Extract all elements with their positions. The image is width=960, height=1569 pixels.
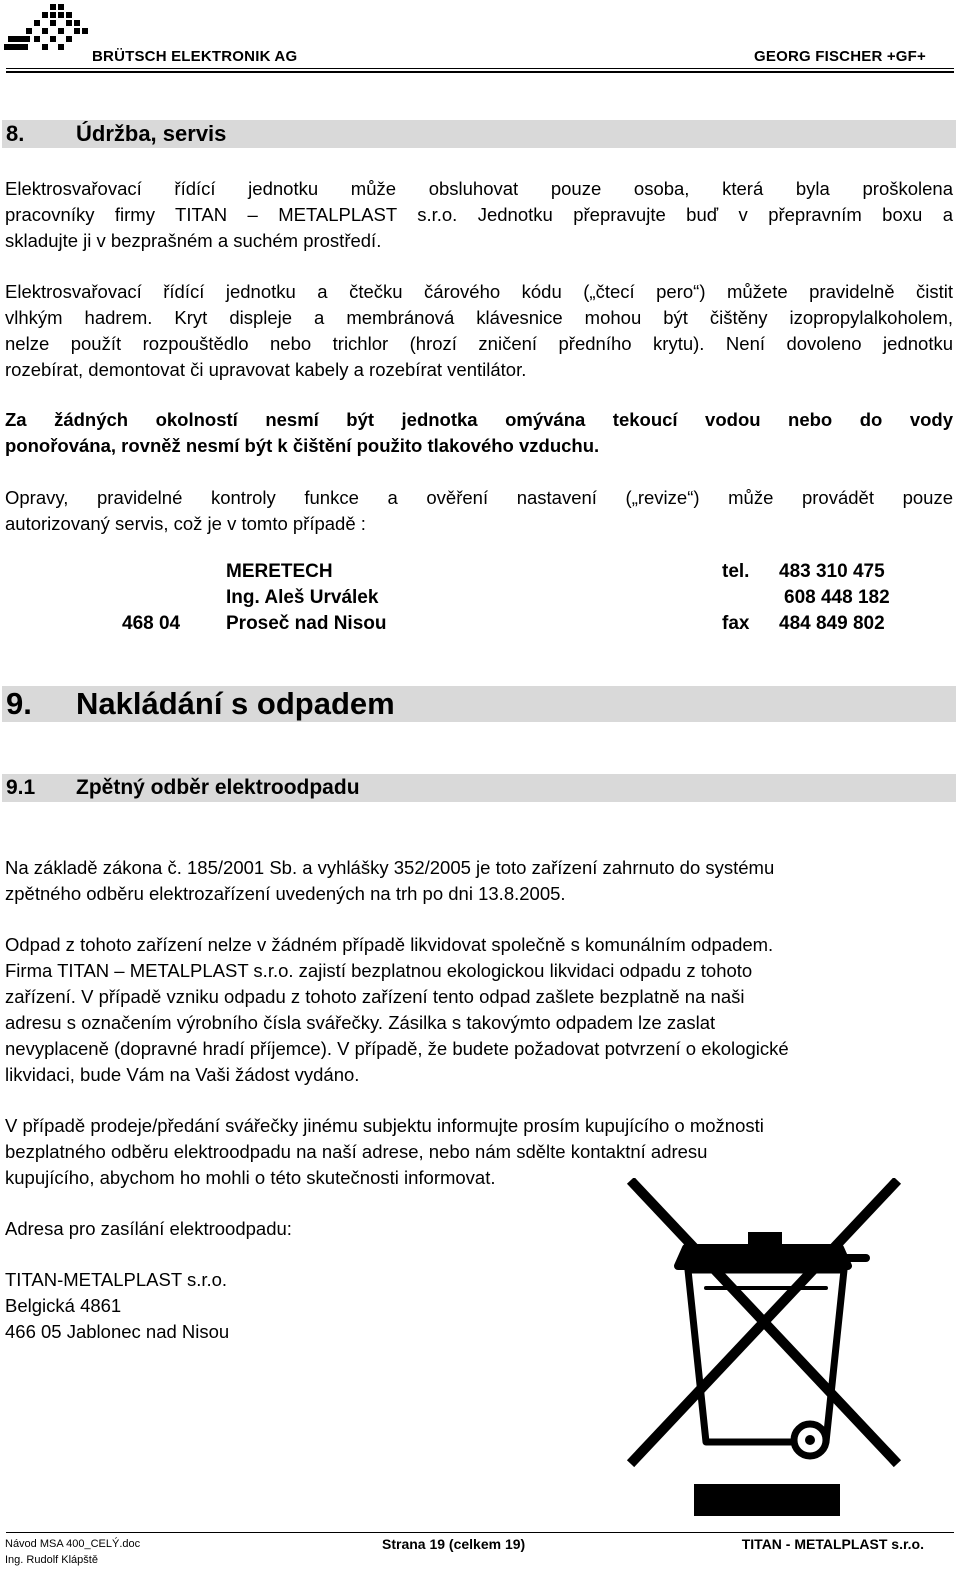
text-line: Elektrosvařovací řídící jednotku a čtečku čárového kódu („čtecí pero“) můžete pravidelně čistit: [5, 281, 953, 302]
text-line: autorizovaný servis, což je v tomto případě :: [5, 513, 366, 534]
footer-doc-name: Návod MSA 400_CELÝ.doc: [5, 1538, 141, 1550]
section-title: Zpětný odběr elektroodpadu: [76, 776, 360, 799]
text-line: kupujícího, abychom ho mohli o této skutečnosti informovat.: [5, 1167, 496, 1188]
footer-company: TITAN - METALPLAST s.r.o.: [741, 1536, 924, 1552]
contact-fax-label: fax: [722, 613, 750, 634]
footer-author: Ing. Rudolf Klápště: [5, 1554, 98, 1566]
text-line: V případě prodeje/předání svářečky jinému subjektu informujte prosím kupujícího o možnosti: [5, 1115, 764, 1136]
text-line: Opravy, pravidelné kontroly funkce a ověření nastavení („revize“) může provádět pouze: [5, 487, 953, 508]
address-label: Adresa pro zasílání elektroodpadu:: [5, 1218, 292, 1239]
text-line: bezplatného odběru elektroodpadu na naší adrese, nebo nám sdělte kontaktní adresu: [5, 1141, 708, 1162]
paragraph-cleaning: [5, 279, 953, 383]
text-line: zařízení. V případě vzniku odpadu z tohoto zařízení tento odpad zašlete bezplatně na naši: [5, 986, 745, 1007]
contact-mobile: 608 448 182: [784, 587, 890, 608]
header-rule: [6, 68, 954, 69]
text-line: Za žádných okolností nesmí být jednotka omývána tekoucí vodou nebo do vody: [5, 409, 953, 430]
section-title: Nakládání s odpadem: [76, 686, 395, 721]
text-line: skladujte ji v bezprašném a suchém prostředí.: [5, 230, 382, 251]
address-line: Belgická 4861: [5, 1295, 122, 1316]
text-line: ponořována, rovněž nesmí být k čištění použito tlakového vzduchu.: [5, 435, 600, 456]
text-line: Elektrosvařovací řídící jednotku může obsluhovat pouze osoba, která byla proškolena: [5, 178, 953, 199]
section-8-heading: [2, 120, 956, 148]
text-line: Firma TITAN – METALPLAST s.r.o. zajistí bezplatnou ekologickou likvidaci odpadu z tohoto: [5, 960, 753, 981]
crossed-out-wheelie-bin-icon: [626, 1178, 906, 1518]
paragraph-service: [5, 485, 953, 537]
text-line: nelze použít rozpouštědlo nebo trichlor (hrozí zničení předního krytu). Není dovoleno jednotku: [5, 333, 953, 354]
section-number: 8.: [6, 121, 25, 146]
text-line: adresu s označením výrobního čísla svářečky. Zásilka s takovýmto odpadem lze zaslat: [5, 1012, 716, 1033]
text-line: likvidaci, bude Vám na Vaši žádost vydáno.: [5, 1064, 360, 1085]
contact-zip: 468 04: [122, 613, 181, 634]
paragraph-law: [5, 855, 953, 907]
section-number: 9.: [6, 686, 32, 721]
contact-tel: 483 310 475: [779, 561, 885, 582]
section-9-heading: [2, 686, 956, 722]
text-line: zpětného odběru elektrozařízení uvedených na trh po dni 13.8.2005.: [5, 883, 566, 904]
section-number: 9.1: [6, 776, 36, 799]
text-line: Na základě zákona č. 185/2001 Sb. a vyhlášky 352/2005 je toto zařízení zahrnuto do systému: [5, 857, 775, 878]
paragraph-disposal: [5, 932, 953, 1088]
header-left: BRÜTSCH ELEKTRONIK AG: [92, 48, 298, 65]
address-line: TITAN-METALPLAST s.r.o.: [5, 1269, 228, 1290]
company-logo: [2, 2, 92, 58]
footer-rule: [6, 1532, 954, 1533]
section-9-1-heading: [2, 774, 956, 802]
section-title: Údržba, servis: [76, 121, 227, 146]
contact-person: Ing. Aleš Urválek: [226, 587, 379, 608]
paragraph-operation: [5, 176, 953, 254]
contact-company: MERETECH: [226, 561, 333, 582]
text-line: rozebírat, demontovat či upravovat kabely a rozebírat ventilátor.: [5, 359, 527, 380]
contact-city: Proseč nad Nisou: [226, 613, 387, 634]
text-line: Odpad z tohoto zařízení nelze v žádném případě likvidovat společně s komunálním odpadem.: [5, 934, 774, 955]
footer-page-number: Strana 19 (celkem 19): [382, 1536, 526, 1552]
address-line: 466 05 Jablonec nad Nisou: [5, 1321, 230, 1342]
text-line: vlhkým hadrem. Kryt displeje a membránová klávesnice mohou být čištěny izopropylalkoholem,: [5, 307, 953, 328]
text-line: nevyplaceně (dopravné hradí příjemce). V případě, že budete požadovat potvrzení o ekologické: [5, 1038, 789, 1059]
header-rule-thick: [6, 71, 954, 73]
contact-tel-label: tel.: [722, 561, 750, 582]
contact-fax: 484 849 802: [779, 613, 885, 634]
header-right: GEORG FISCHER +GF+: [754, 48, 926, 65]
paragraph-warning: [5, 407, 953, 459]
text-line: pracovníky firmy TITAN – METALPLAST s.r.o. Jednotku přepravujte buď v přepravním boxu a: [5, 204, 953, 225]
